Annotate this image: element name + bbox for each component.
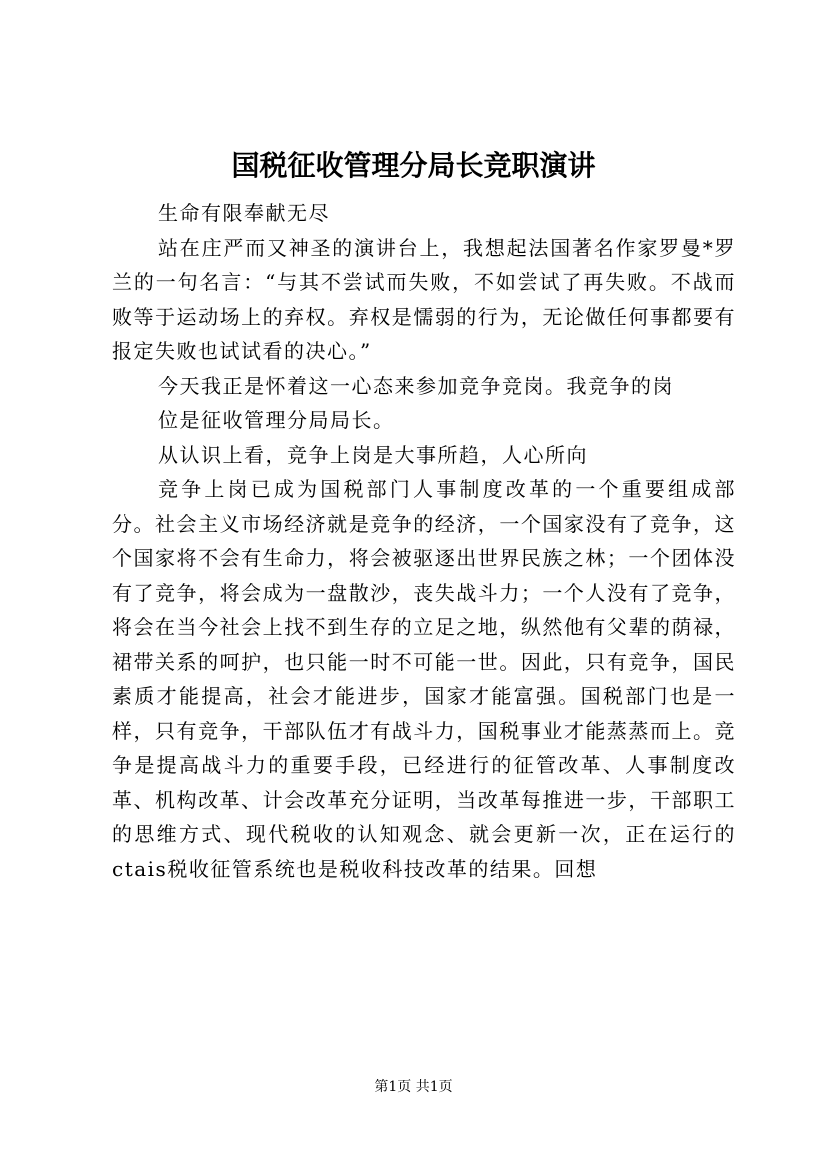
document-title: 国税征收管理分局长竞职演讲 bbox=[231, 149, 596, 182]
document-body bbox=[112, 196, 736, 886]
paragraph-subtitle: 生命有限奉献无尽 bbox=[158, 201, 330, 225]
paragraph-heading-recognition: 从认识上看，竞争上岗是大事所趋，人心所向 bbox=[158, 442, 588, 467]
paragraph-quote: 站在庄严而又神圣的演讲台上，我想起法国著名作家罗曼*罗兰的一句名言：“与其不尝试而失败，不如尝试了再失败。不战而败等于运动场上的弃权。弃权是懦弱的行为，无论做任何事都要有报定失败也试试看的决心。” bbox=[112, 235, 736, 363]
paragraph-attitude: 今天我正是怀着这一心态来参加竞争竞岗。我竞争的岗 bbox=[158, 373, 674, 398]
paragraph-position: 位是征收管理分局局长。 bbox=[158, 408, 395, 432]
page-footer: 第1页 共1页 bbox=[374, 1079, 453, 1095]
paragraph-competition: 竞争上岗已成为国税部门人事制度改革的一个重要组成部分。社会主义市场经济就是竞争的经济，一个国家没有了竞争，这个国家将不会有生命力，将会被驱逐出世界民族之林；一个团体没有了竞争，将会成为一盘散沙，丧失战斗力；一个人没有了竞争，将会在当今社会上找不到生存的立足之地，纵然他有父辈的荫禄，裙带关系的呵护，也只能一时不可能一世。因此，只有竞争，国民素质才能提高，社会才能进步，国家才能富强。国税部门也是一样，只有竞争，干部队伍才有战斗力，国税事业才能蒸蒸而上。竞争是提高战斗力的重要手段，已经进行的征管改革、人事制度改革、机构改革、计会改革充分证明，当改革每推进一步，干部职工的思维方式、现代税收的认知观念、就会更新一次，正在运行的ctais税收征管系统也是税收科技改革的结果。回想 bbox=[112, 477, 736, 881]
